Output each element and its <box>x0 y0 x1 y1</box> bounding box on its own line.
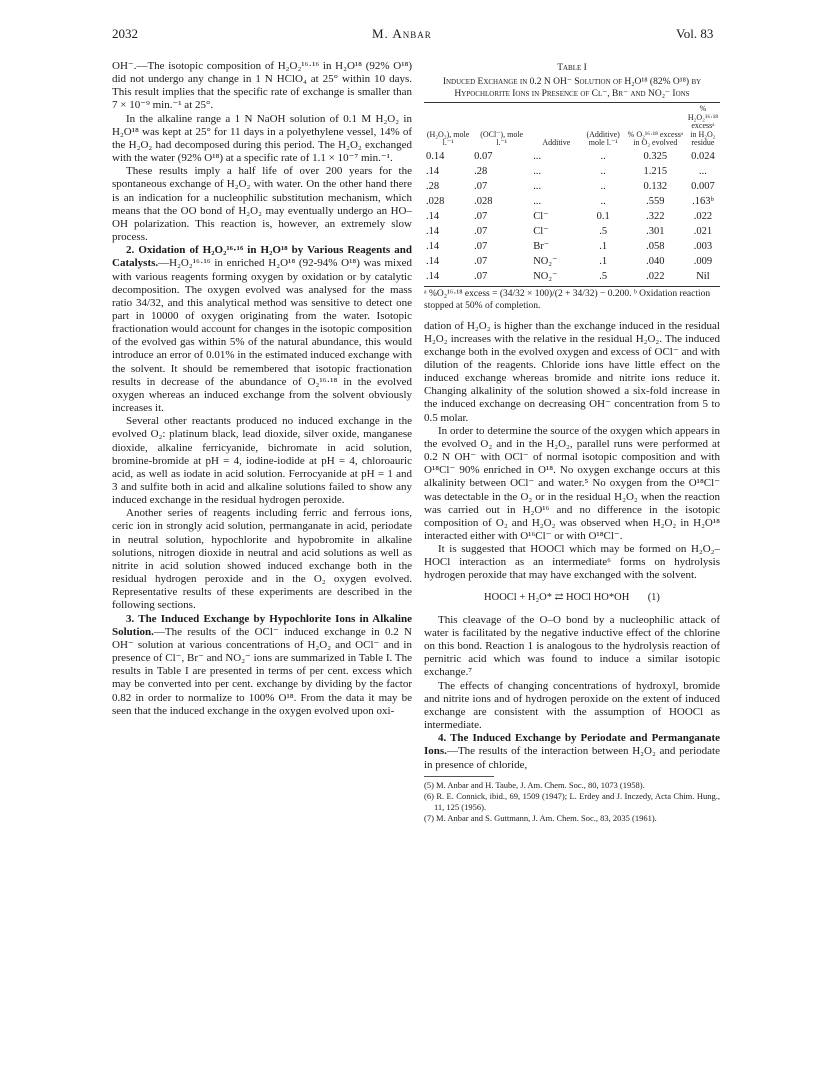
paragraph-text: These results imply a half life of over 200 years for the spontaneous exchange of H₂O₂ with water. On the other hand there is an indication for a nucleophilic substitution mechanism, which means that the OO bond of H₂O₂ may eventually undergo an HO–OH polarization. This reaction is, however, an extremely slow process. <box>112 165 412 244</box>
paragraph-text: —The results of the interaction between H₂O₂ and periodate in presence of chloride, <box>424 745 720 771</box>
paragraph <box>112 113 412 166</box>
table-cell: ... <box>533 195 542 207</box>
section-heading: 3. The Induced Exchange by Hypochlorite Ions in Alkaline Solution. <box>112 612 412 638</box>
table-label: Table I <box>557 63 587 73</box>
table-row <box>424 224 720 239</box>
paragraph <box>424 732 720 771</box>
table-cell: 0.007 <box>691 180 715 192</box>
table-cell: Cl⁻ <box>533 225 549 237</box>
equation <box>424 591 720 604</box>
table-cell: .5 <box>599 270 608 282</box>
table-cell: 0.07 <box>474 150 493 162</box>
table-cell: .009 <box>693 255 713 267</box>
table-footnotes <box>424 288 720 312</box>
table-cell: .14 <box>426 165 440 177</box>
table-cell: ... <box>698 165 707 177</box>
table-cell: Cl⁻ <box>533 210 549 222</box>
running-author: M. Anbar <box>372 26 432 41</box>
table-cell: 0.024 <box>691 150 715 162</box>
table-cell: 0.132 <box>643 180 668 192</box>
table-cell: ... <box>533 180 542 192</box>
table-cell: 0.1 <box>596 210 610 222</box>
table-cell: NO₂⁻ <box>533 255 558 267</box>
table-cell: .07 <box>474 210 488 222</box>
table-top-rule <box>424 102 720 103</box>
table-cell: .028 <box>426 195 445 207</box>
table-column-header: (Additive) mole l.⁻¹ <box>586 129 620 147</box>
page-number: 2032 <box>112 26 138 41</box>
paragraph <box>112 613 412 718</box>
volume-label: Vol. 83 <box>676 26 714 41</box>
table-cell: ... <box>533 150 542 162</box>
table-cell: .07 <box>474 240 488 252</box>
table-bottom-rule <box>424 286 720 287</box>
table-row <box>424 179 720 194</box>
table-cell: .07 <box>474 225 488 237</box>
table-footnote-b: ᵇ Oxidation reaction stopped at 50% of completion. <box>424 288 711 311</box>
equation-number: (1) <box>647 591 660 603</box>
table-cell: .14 <box>426 270 440 282</box>
right-column <box>424 62 720 824</box>
right-column-text <box>424 320 720 583</box>
table-cell: .14 <box>426 240 440 252</box>
table-cell: .028 <box>474 195 493 207</box>
table-cell: .022 <box>693 210 713 222</box>
table-cell: .14 <box>426 210 440 222</box>
reference-item: (5) M. Anbar and H. Taube, J. Am. Chem. Soc., 80, 1073 (1958). <box>424 779 645 790</box>
reference-item: (7) M. Anbar and S. Guttmann, J. Am. Chem. Soc., 83, 2035 (1961). <box>424 812 657 823</box>
table-row <box>424 194 720 209</box>
table-cell: .021 <box>693 225 713 237</box>
table-cell: ... <box>533 165 542 177</box>
table-row <box>424 209 720 224</box>
paragraph-text: The effects of changing concentrations of hydroxyl, bromide and nitrite ions and of hydrogen peroxide on the extent of induced exchange are consistent with the assumption of HOOCl as intermediate. <box>424 679 720 732</box>
table-cell: .301 <box>646 225 665 237</box>
table-cell: .14 <box>426 225 440 237</box>
table-cell: NO₂⁻ <box>533 270 558 282</box>
table-cell: .14 <box>426 255 440 267</box>
table-cell: .163ᵇ <box>692 195 714 207</box>
table-cell: Br⁻ <box>533 240 550 252</box>
paragraph <box>112 244 412 415</box>
table-cell: 0.325 <box>643 150 668 162</box>
paragraph <box>112 60 412 113</box>
section-heading: 2. Oxidation of H₂O₂¹⁶·¹⁶ in H₂O¹⁸ by Various Reagents and Catalysts. <box>112 244 412 270</box>
table-column-header: % O₂¹⁶·¹⁸ excessᵃ in O₂ evolved <box>627 129 683 147</box>
paragraph <box>112 165 412 244</box>
table-footnote-a: ᵃ %O₂¹⁶·¹⁸ excess = (34/32 × 100)/(2 + 34/32) − 0.200. <box>424 288 632 299</box>
table-column-header: (H₂O₂), mole l.⁻¹ <box>426 129 470 147</box>
paragraph <box>424 543 720 582</box>
paragraph-text: —H₂O₂¹⁶·¹⁶ in enriched H₂O¹⁸ (92-94% O¹⁸) was mixed with various reagents forming oxygen by oxidation or by catalytic decomposition. The oxygen evolved was analysed for the mass ratio 34/32, and this analytical method was sensitive to detect one part in 10000 of oxygen originating from the water. Isotopic fractionation would account for changes in the isotopic composition of the evolved gas within 5% of the natural abundance, this would introduce an error of 0.01% in the estimated induced exchange with the solvent. It should be remembered that isotopic fractionation results in decrease of the abundance of O₂¹⁶·¹⁸ in the evolved oxygen whereas an induced exchange from the solvent obviously increases it. <box>112 257 412 415</box>
table-cell: .322 <box>646 210 665 222</box>
table-cell: .559 <box>646 195 665 207</box>
table-cell: Nil <box>696 270 710 282</box>
references <box>424 776 720 824</box>
table-cell: .. <box>600 195 606 207</box>
table-cell: .1 <box>599 240 608 252</box>
table-row <box>424 164 720 179</box>
table-row <box>424 269 720 284</box>
table-column-header: Additive <box>542 138 571 147</box>
table-column-header: % H₂O₂¹⁶·¹⁸ excessᵃ in H₂O₂ residue <box>687 104 718 147</box>
table-cell: .28 <box>426 180 440 192</box>
paragraph <box>424 425 720 543</box>
table-cell: .040 <box>646 255 665 267</box>
paragraph-text: In order to determine the source of the oxygen which appears in the evolved O₂ and in the H₂O₂, parallel runs were performed at 0.2 N OH⁻ with OCl⁻ of normal isotopic composition and with O¹⁸Cl⁻ 90% enriched in O¹⁸. No oxygen exchange occurs at this alkalinity between OCl⁻ and water.⁵ No oxygen from the O¹⁸Cl⁻ was detectable in the O₂ or in the residual H₂O₂ when the reaction was carried out in H₂O¹⁶ and no difference in the isotopic composition of O₂ and H₂O₂ was observed when H₂O₂ in H₂O¹⁸ interacted either with O¹⁶Cl⁻ or with O¹⁸Cl⁻. <box>424 424 720 542</box>
paragraph-text: OH⁻.—The isotopic composition of H₂O₂¹⁶·¹⁶ in H₂O¹⁸ (92% O¹⁸) did not undergo any change in 1 N HClO₄ at 25° within 10 days. This result implies that the specific rate of exchange is smaller than 7 × 10⁻⁹ min.⁻¹ at 25°. <box>112 60 412 112</box>
paragraph-text: In the alkaline range a 1 N NaOH solution of 0.1 M H₂O₂ in H₂O¹⁸ was kept at 25° for 11 days in a polyethylene vessel, 14% of the H₂O₂ had decomposed during this period. The H₂O₂ exchanged with the water (92% O¹⁸) at a specific rate of 1.1 × 10⁻⁷ min.⁻¹. <box>112 112 412 165</box>
table-cell: .. <box>600 180 606 192</box>
paragraph <box>424 680 720 733</box>
table-cell: .. <box>600 165 606 177</box>
paragraph <box>424 320 720 425</box>
table-row <box>424 239 720 254</box>
table-cell: .1 <box>599 255 608 267</box>
table-cell: .28 <box>474 165 488 177</box>
data-table <box>424 105 720 284</box>
table-cell: .07 <box>474 180 488 192</box>
left-column <box>112 60 412 718</box>
table-cell: 1.215 <box>643 165 668 177</box>
equation-text: HOOCl + H₂O* ⇄ HOCl HO*OH <box>484 591 630 603</box>
table-cell: .058 <box>646 240 665 252</box>
paragraph <box>112 415 412 507</box>
table-caption: Induced Exchange in 0.2 N OH⁻ Solution of H₂O¹⁸ (82% O¹⁸) by Hypochlorite Ions in Presence of Cl⁻, Br⁻ and NO₂⁻ Ions <box>442 77 702 99</box>
section-heading: 4. The Induced Exchange by Periodate and Permanganate Ions. <box>424 732 720 758</box>
table-column-header: (OCl⁻), mole l.⁻¹ <box>480 129 524 147</box>
table-row <box>424 254 720 269</box>
paragraph-text: dation of H₂O₂ is higher than the exchange induced in the residual H₂O₂ increases with the relative in the residual H₂O₂. The induced exchange both in the evolved oxygen and excess of OCl⁻ and with dilution of the reagents. Chloride ions have little effect on the induced exchange whereas bromide and nitrite ions reduce it. Changing alkalinity of the solution showed a six-fold increase in the induced exchange on decreasing OH⁻ concentration from 5 to 0.5 molar. <box>424 319 720 424</box>
paragraph <box>112 507 412 612</box>
paragraph-text: Several other reactants produced no induced exchange in the evolved O₂: platinum black, lead dioxide, silver oxide, manganese dioxide, alkaline ferricyanide, bichromate in acid solution, bromine-bromide at pH = 4, iodine-iodide at pH = 4, chloroauric acid, as well as iodate in acid solution. Ferrocyanide at pH = 1 and 3 and sulfite both in acid and alkaline solutions failed to show any induced exchange in the residual hydrogen peroxide. <box>112 415 412 507</box>
table-cell: .. <box>600 150 606 162</box>
paragraph-text: Another series of reagents including ferric and ferrous ions, ceric ion in strongly acid solution, permanganate in acid, periodate in neutral solution, hypochlorite and hypobromite in alkaline solutions, nitrogen dioxide in neutral and acid solutions as well as nitrite in acid solution showed induced exchange both in the residual hydrogen peroxide and in the O₂ oxygen evolved. Representative results of these experiments are described in the following sections. <box>112 507 412 612</box>
reference-item: (6) R. E. Connick, ibid., 69, 1509 (1947); L. Erdey and J. Inczedy, Acta Chim. Hung., 11, 125 (1956). <box>424 790 720 812</box>
table-cell: .07 <box>474 270 488 282</box>
table-cell: .003 <box>693 240 713 252</box>
paragraph-text: —The results of the OCl⁻ induced exchange in 0.2 N OH⁻ solution at various concentrations of H₂O₂ and OCl⁻ and in presence of Cl⁻, Br⁻ and NO₂⁻ ions are summarized in Table I. The results in Table I are presented in terms of per cent. excess which may be converted into per cent. exchange by dividing by the factor 0.82 in order to normalize to 100% O¹⁸. From the data it may be seen that the induced exchange in the oxygen evolved upon oxi- <box>112 625 412 717</box>
table-cell: .022 <box>646 270 665 282</box>
table-cell: 0.14 <box>426 150 445 162</box>
paragraph-text: It is suggested that HOOCl which may be formed on H₂O₂–HOCl interaction as an intermediate⁶ forms on hydrolysis hydrogen peroxide that may have exchanged with the solvent. <box>424 543 720 582</box>
right-column-text-2 <box>424 614 720 772</box>
table-cell: .5 <box>599 225 608 237</box>
paragraph-text: This cleavage of the O–O bond by a nucleophilic attack of water is facilitated by the negative inductive effect of the chlorine on this bond. Reaction 1 is analogous to the hydrolysis reaction of pernitric acid which was found to induce a similar isotopic exchange.⁷ <box>424 613 720 679</box>
table-title <box>424 62 720 100</box>
paragraph <box>424 614 720 680</box>
table-row <box>424 149 720 164</box>
table-cell: .07 <box>474 255 488 267</box>
references-rule <box>424 776 494 777</box>
